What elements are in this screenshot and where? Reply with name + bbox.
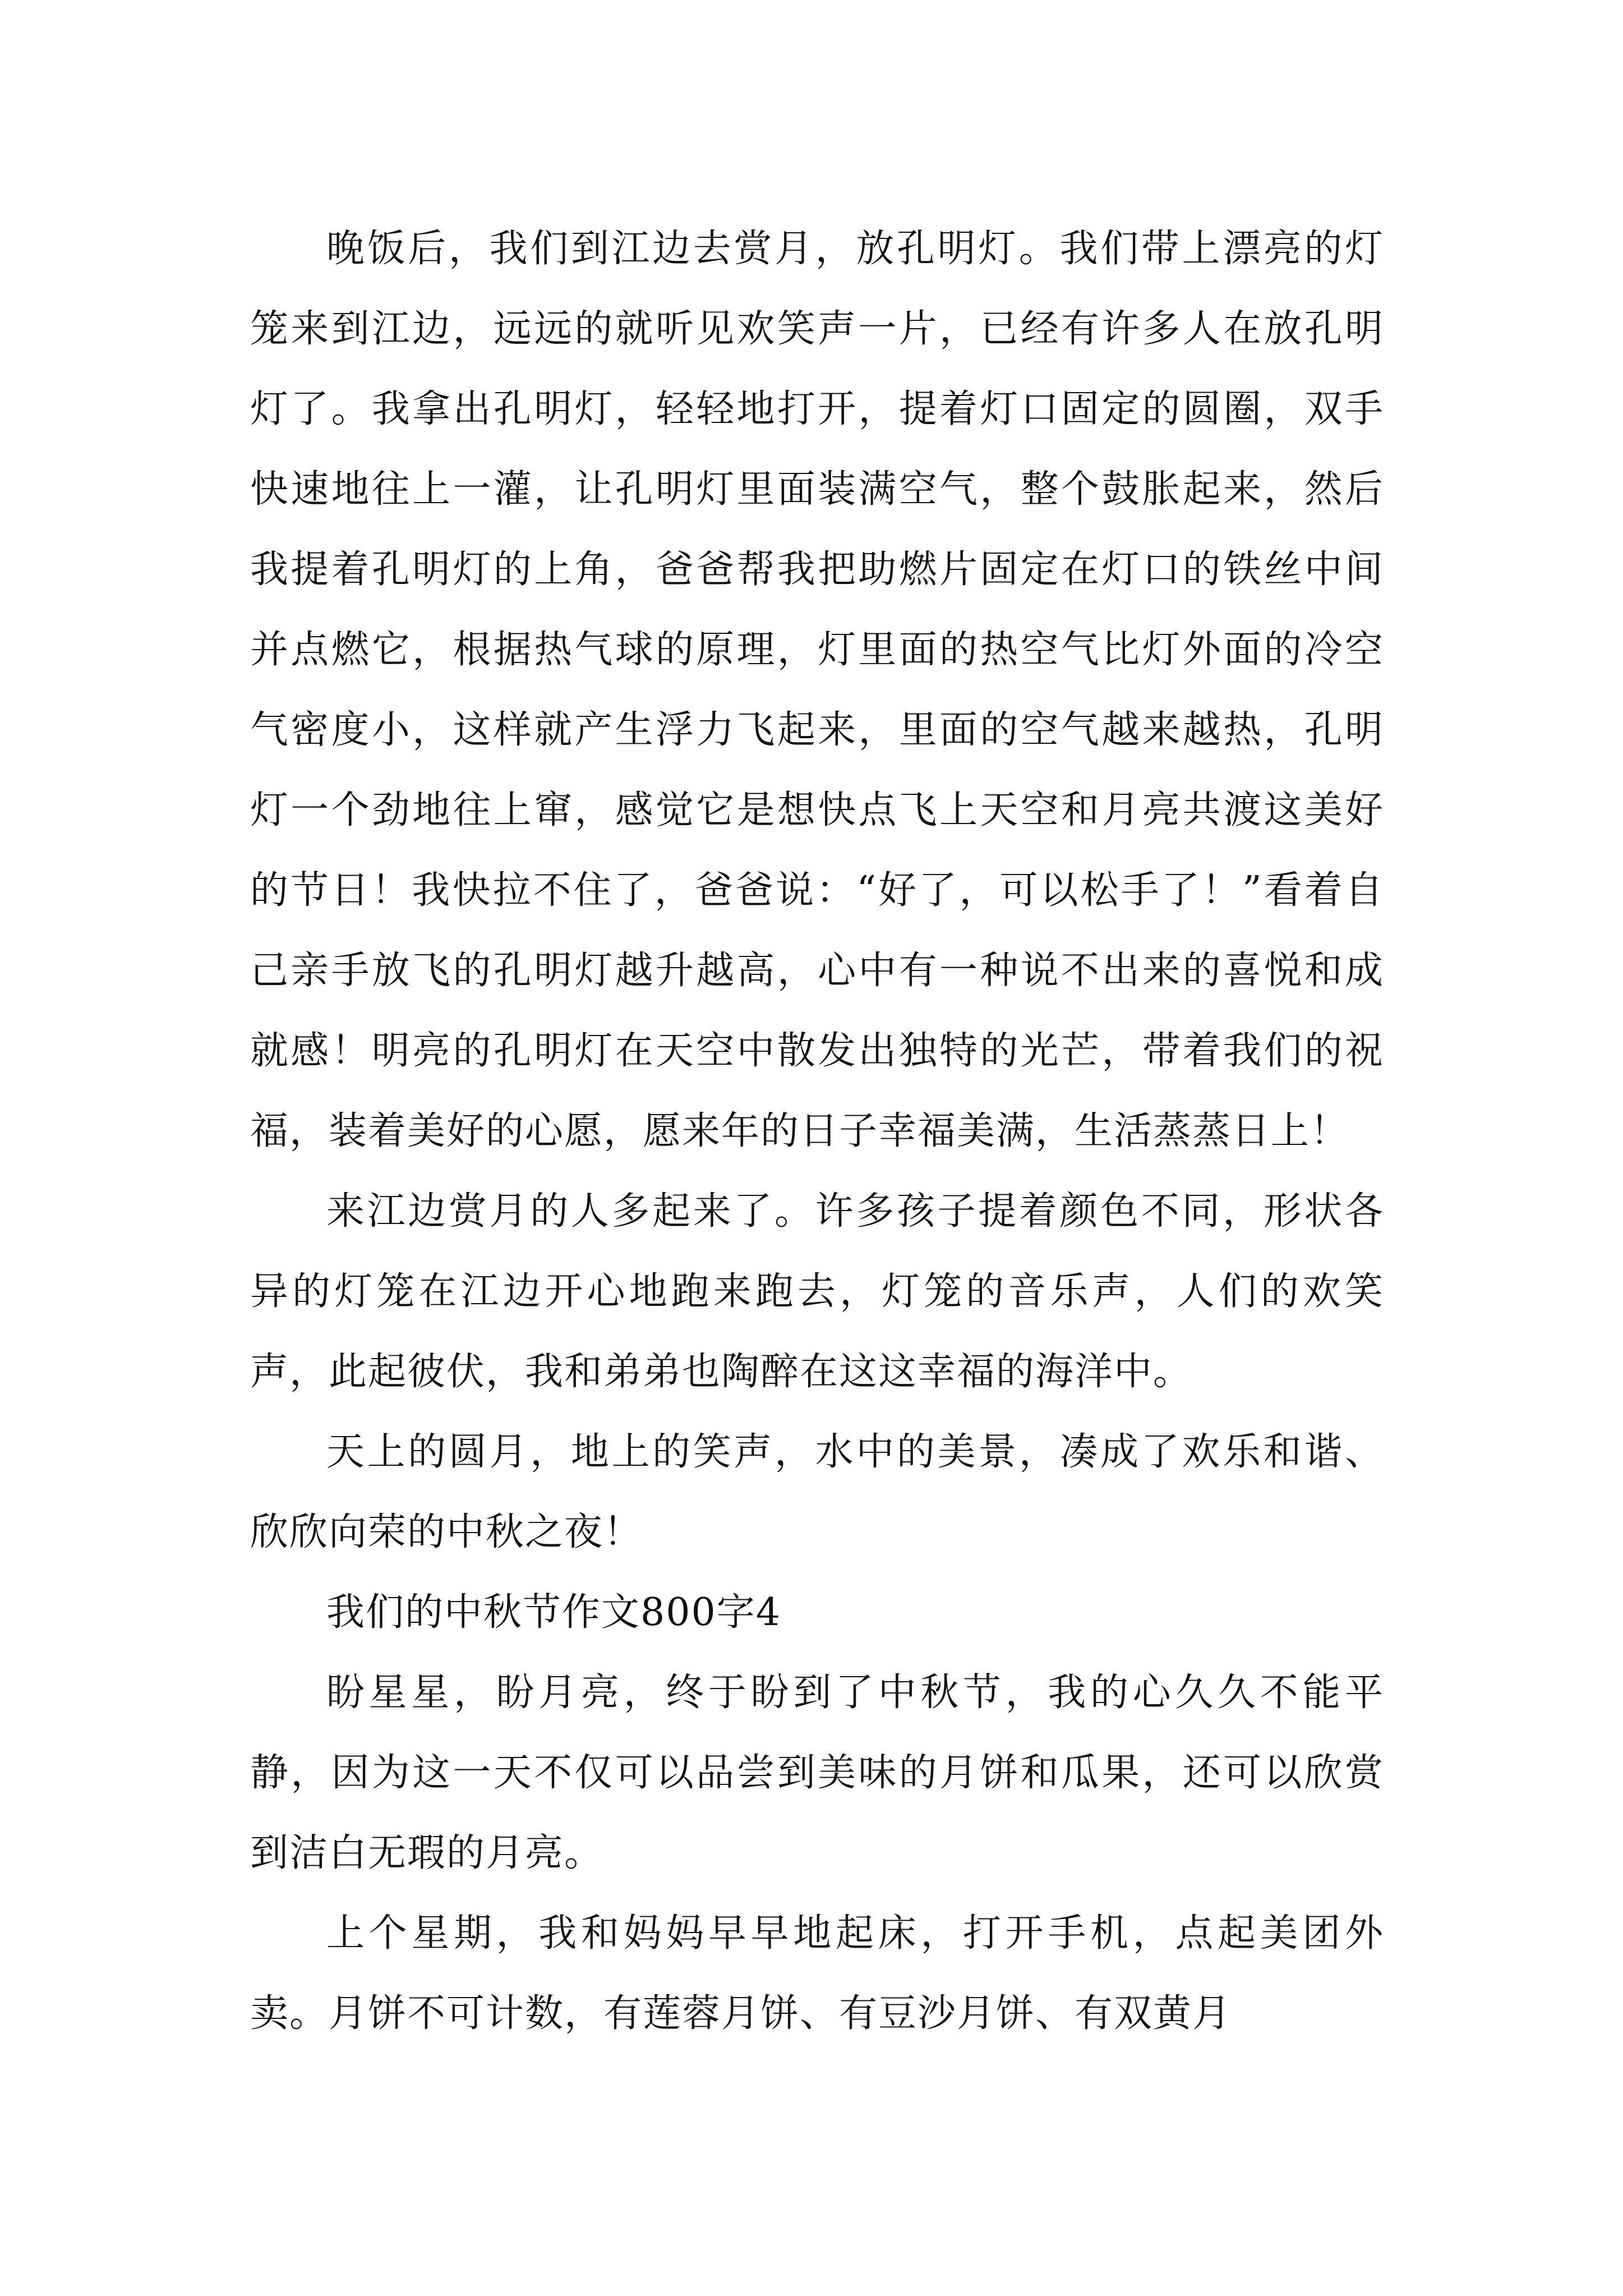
paragraph-lantern: 晚饭后，我们到江边去赏月，放孔明灯。我们带上漂亮的灯笼来到江边，远远的就听见欢笑声一片，已经有许多人在放孔明灯了。我拿出孔明灯，轻轻地打开，提着灯口固定的圆圈，双手快速地往上一灌，让孔明灯里面装满空气，整个鼓胀起来，然后我提着孔明灯的上角，爸爸帮我把助燃片固定在灯口的铁丝中间并点燃它，根据热气球的原理，灯里面的热空气比灯外面的冷空气密度小，这样就产生浮力飞起来，里面的空气越来越热，孔明灯一个劲地往上窜，感觉它是想快点飞上天空和月亮共渡这美好的节日！我快拉不住了，爸爸说：“好了，可以松手了！”看着自己亲手放飞的孔明灯越升越高，心中有一种说不出来的喜悦和成就感！明亮的孔明灯在天空中散发出独特的光芒，带着我们的祝福，装着美好的心愿，愿来年的日子幸福美满，生活蒸蒸日上！ — [250, 227, 1384, 1153]
document-body — [250, 209, 1384, 2054]
paragraph-mooncakes: 上个星期，我和妈妈早早地起床，打开手机，点起美团外卖。月饼不可计数，有莲蓉月饼、有豆沙月饼、有双黄月 — [250, 1911, 1384, 2036]
paragraph-waiting: 盼星星，盼月亮，终于盼到了中秋节，我的心久久不能平静，因为这一天不仅可以品尝到美味的月饼和瓜果，还可以欣赏到洁白无瑕的月亮。 — [250, 1671, 1384, 1875]
paragraph-riverside: 来江边赏月的人多起来了。许多孩子提着颜色不同，形状各异的灯笼在江边开心地跑来跑去，灯笼的音乐声，人们的欢笑声，此起彼伏，我和弟弟也陶醉在这这幸福的海洋中。 — [250, 1189, 1384, 1394]
paragraph-night: 天上的圆月，地上的笑声，水中的美景，凑成了欢乐和谐、欣欣向荣的中秋之夜！ — [250, 1430, 1384, 1554]
essay-title: 我们的中秋节作文800字4 — [326, 1590, 782, 1635]
